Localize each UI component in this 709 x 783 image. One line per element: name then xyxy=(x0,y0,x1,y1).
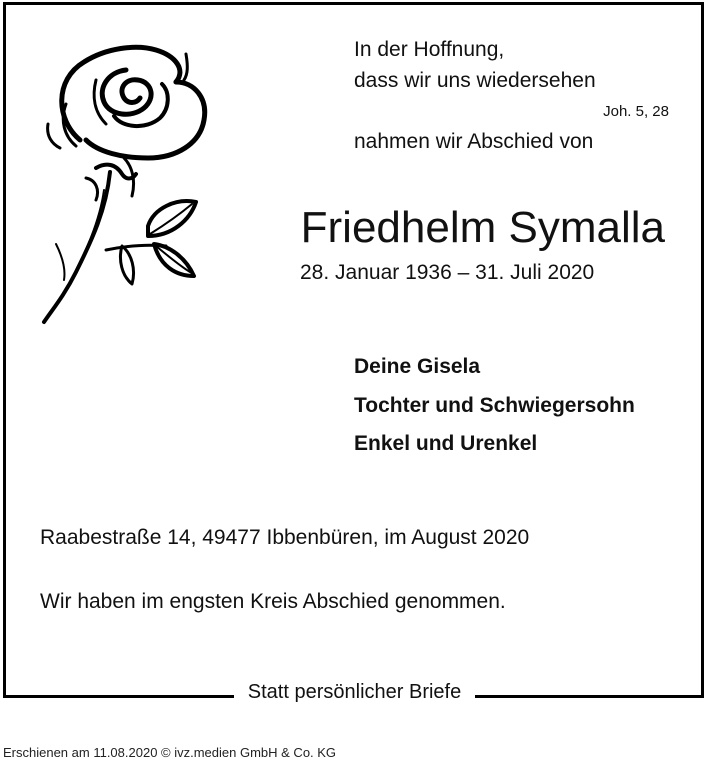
footer-caption xyxy=(0,678,709,706)
footer-text: Statt persönlicher Briefe xyxy=(234,678,475,706)
mourner-line-1: Deine Gisela xyxy=(354,355,481,378)
verse-line-1: In der Hoffnung, xyxy=(354,38,505,61)
publication-credit: Erschienen am 11.08.2020 © ivz.medien GmbH & Co. KG xyxy=(3,745,337,760)
address-line: Raabestraße 14, 49477 Ibbenbüren, im August 2020 xyxy=(40,526,530,549)
intro-text: nahmen wir Abschied von xyxy=(354,130,594,153)
life-dates: 28. Januar 1936 – 31. Juli 2020 xyxy=(300,261,595,284)
verse-reference: Joh. 5, 28 xyxy=(603,103,669,120)
deceased-name: Friedhelm Symalla xyxy=(300,203,665,252)
rose-icon xyxy=(36,40,216,330)
mourner-line-2: Tochter und Schwiegersohn xyxy=(354,394,635,417)
verse-line-2: dass wir uns wiedersehen xyxy=(354,69,596,92)
funeral-note: Wir haben im engsten Kreis Abschied genommen. xyxy=(40,590,506,613)
mourner-line-3: Enkel und Urenkel xyxy=(354,432,538,455)
